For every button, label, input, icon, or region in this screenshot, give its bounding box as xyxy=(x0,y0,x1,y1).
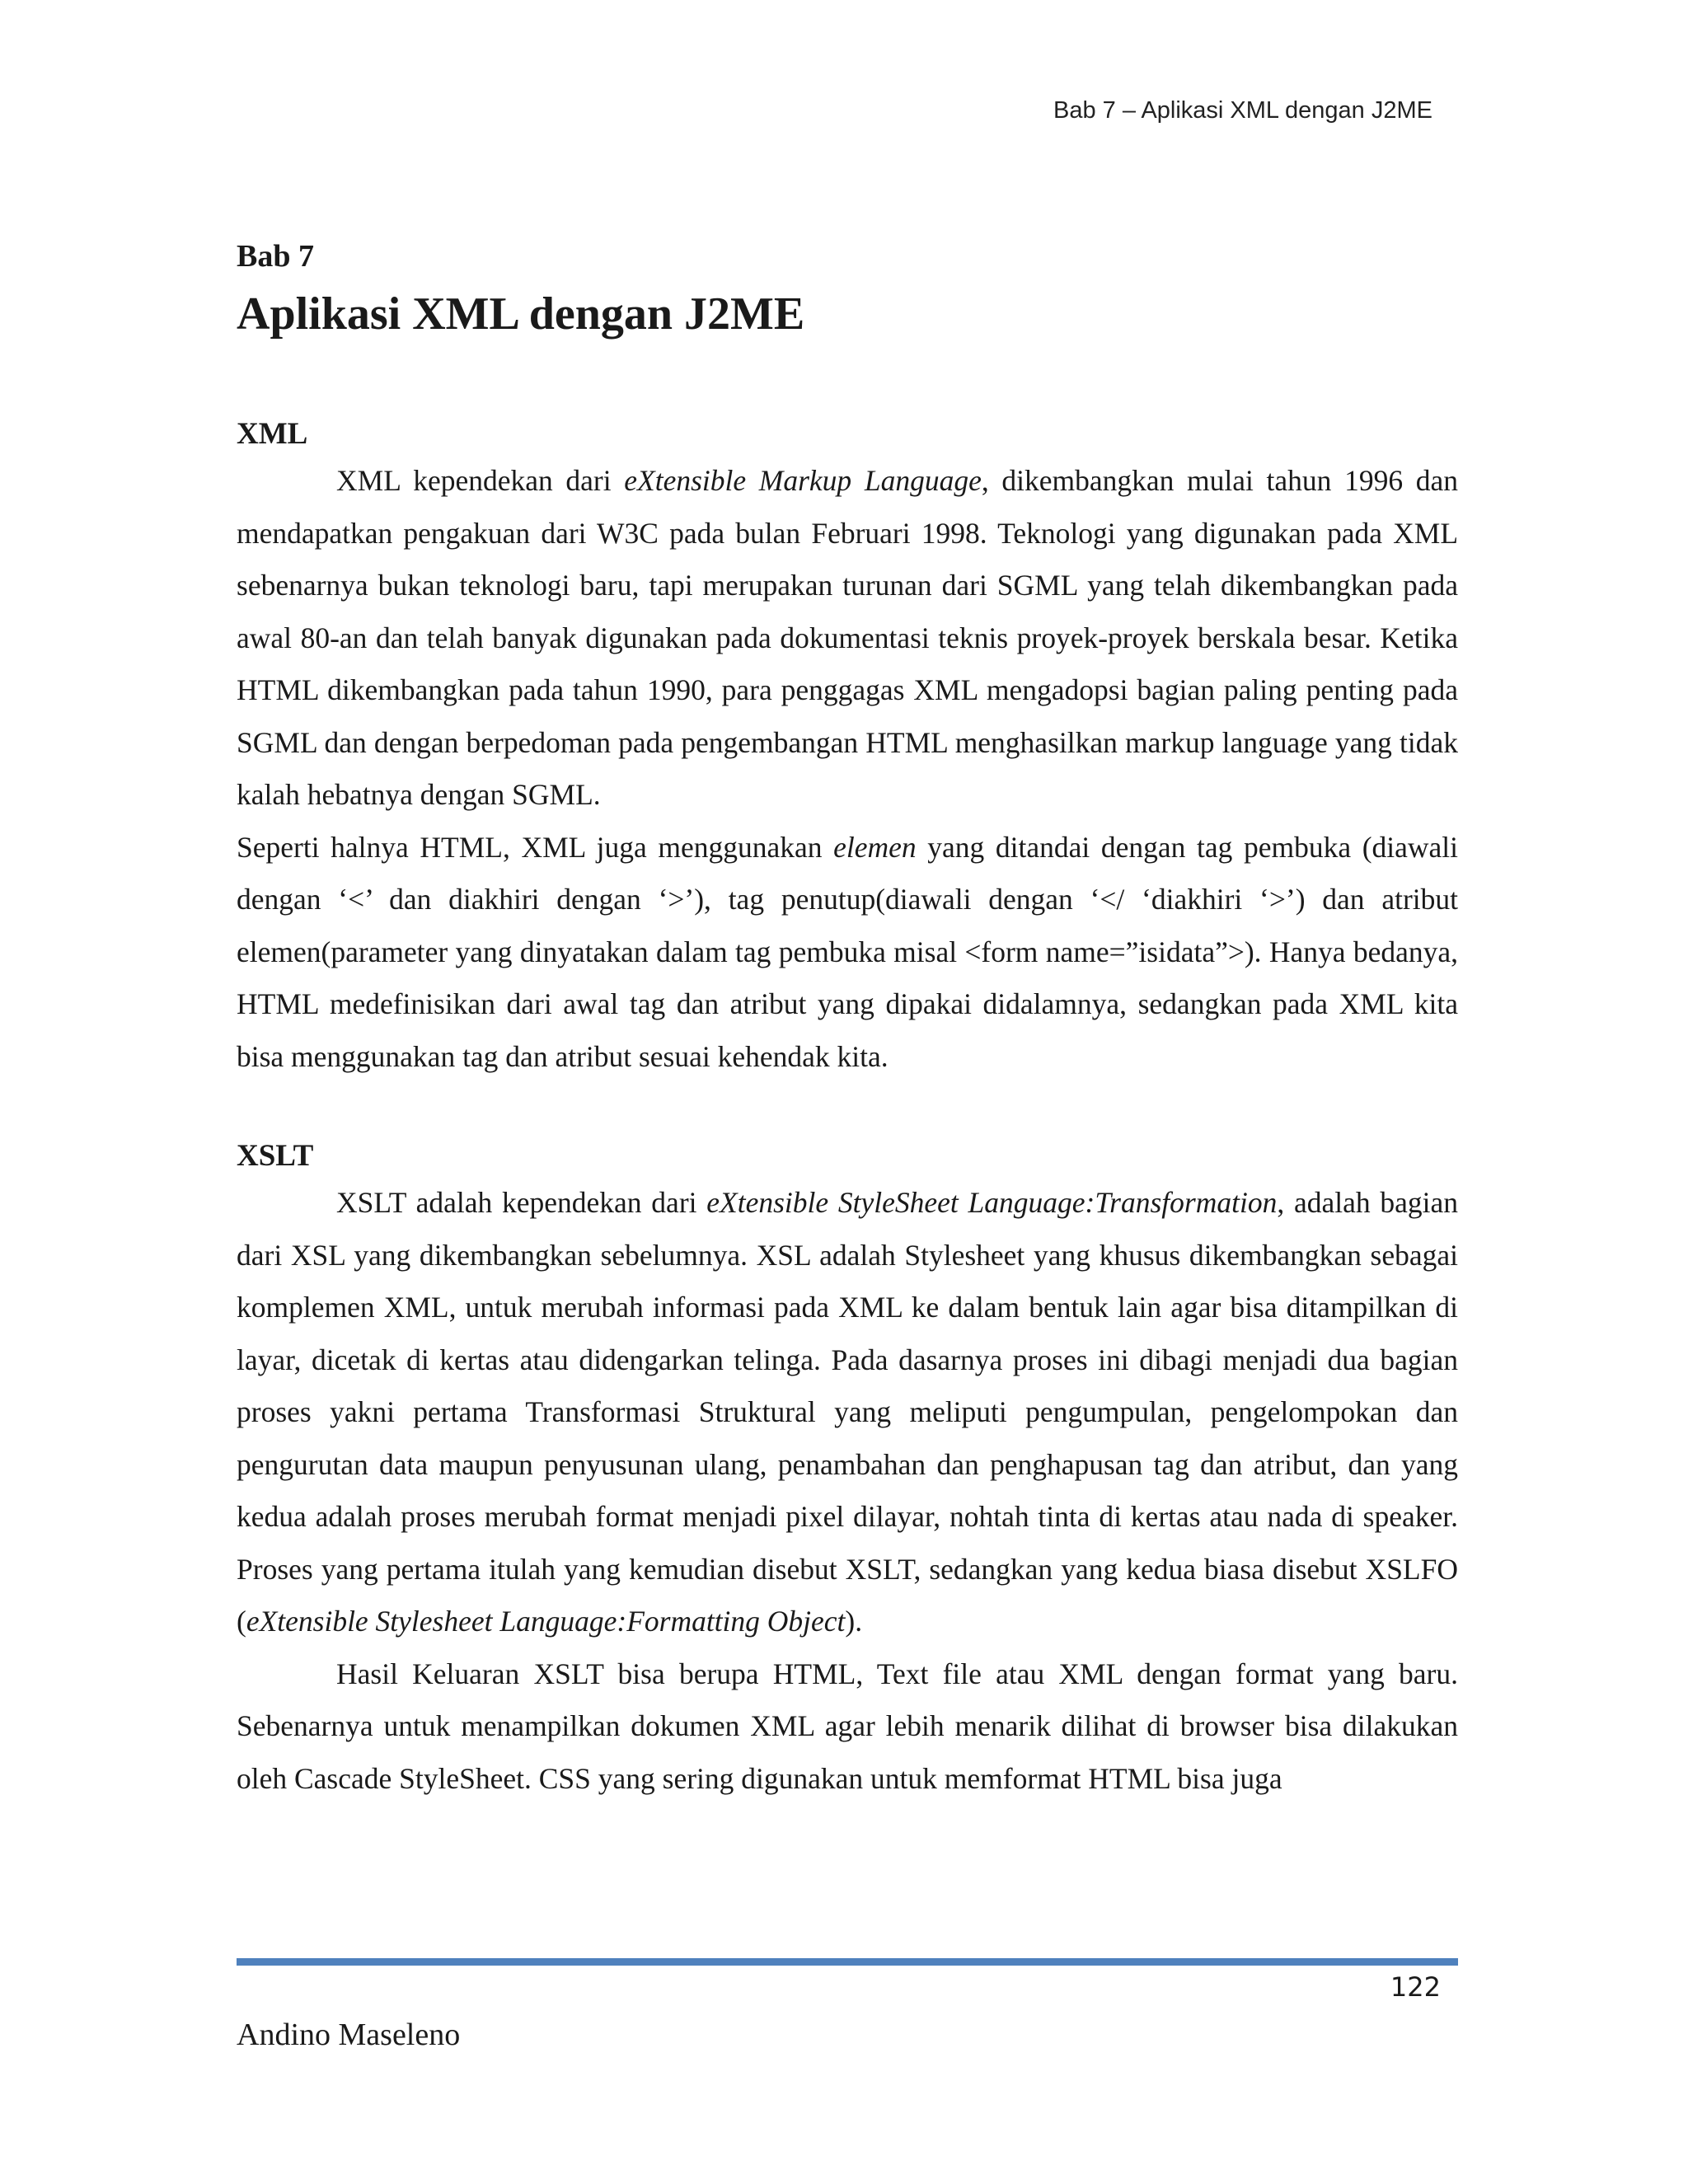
running-header: Bab 7 – Aplikasi XML dengan J2ME xyxy=(1053,97,1432,124)
chapter-number: Bab 7 xyxy=(237,239,314,274)
footer-rule xyxy=(237,1958,1458,1966)
italic-term: eXtensible StyleSheet Language:Transformation xyxy=(706,1186,1278,1219)
xml-paragraph-2 xyxy=(237,822,1458,1084)
text-run: XML kependekan dari xyxy=(336,464,625,497)
xslt-paragraph-1 xyxy=(237,1177,1458,1648)
xslt-paragraph-2: Hasil Keluaran XSLT bisa berupa HTML, Text file atau XML dengan format yang baru. Sebenarnya untuk menampilkan dokumen XML agar lebih menarik dilihat di browser bisa dilakukan oleh Cascade StyleSheet. CSS yang sering digunakan untuk memformat HTML bisa juga xyxy=(237,1657,1458,1795)
text-run: , adalah bagian dari XSL yang dikembangkan sebelumnya. XSL adalah Stylesheet yang khusus dikembangkan sebagai komplemen XML, untuk merubah informasi pada XML ke dalam bentuk lain agar bisa ditampilkan di layar, dicetak di kertas atau didengarkan telinga. Pada dasarnya proses ini dibagi menjadi dua bagian proses yakni pertama Transformasi Struktural yang meliputi pengumpulan, pengelompokan dan pengurutan data maupun penyusunan ulang, penambahan dan penghapusan tag dan atribut, dan yang kedua adalah proses merubah format menjadi pixel dilayar, nohtah tinta di kertas atau nada di speaker. Proses yang pertama itulah yang kemudian disebut XSLT, sedangkan yang kedua biasa disebut XSLFO ( xyxy=(237,1186,1458,1638)
italic-term: eXtensible Stylesheet Language:Formatting Object xyxy=(246,1605,846,1638)
xml-paragraph-1 xyxy=(237,455,1458,822)
italic-term: elemen xyxy=(833,830,917,864)
italic-term: eXtensible Markup Language xyxy=(624,464,982,497)
text-run: XSLT adalah kependekan dari xyxy=(336,1186,707,1219)
text-run: , dikembangkan mulai tahun 1996 dan mendapatkan pengakuan dari W3C pada bulan Februari 1998. Teknologi yang digunakan pada XML sebenarnya bukan teknologi baru, tapi merupakan turunan dari SGML yang telah dikembangkan pada awal 80-an dan telah banyak digunakan pada dokumentasi teknis proyek-proyek berskala besar. Ketika HTML dikembangkan pada tahun 1990, para penggagas XML mengadopsi bagian paling penting pada SGML dan dengan berpedoman pada pengembangan HTML menghasilkan markup language yang tidak kalah hebatnya dengan SGML. xyxy=(237,464,1458,811)
section-heading-xml: XML xyxy=(237,417,308,451)
page-number: 122 xyxy=(1390,1971,1441,2003)
section-heading-xslt: XSLT xyxy=(237,1139,314,1173)
section-xml xyxy=(237,414,1458,1083)
author-name: Andino Maseleno xyxy=(237,2018,461,2052)
chapter-title: Aplikasi XML dengan J2ME xyxy=(237,288,805,340)
section-xslt xyxy=(237,1136,1458,1805)
text-run: yang ditandai dengan tag pembuka (diawali dengan ‘<’ dan diakhiri dengan ‘>’), tag penutup(diawali dengan ‘</ ‘diakhiri ‘>’) dan atribut elemen(parameter yang dinyatakan dalam tag pembuka misal <form name=”isidata”>). Hanya bedanya, HTML medefinisikan dari awal tag dan atribut yang dipakai didalamnya, sedangkan pada XML kita bisa menggunakan tag dan atribut sesuai kehendak kita. xyxy=(237,830,1458,1073)
text-run: Seperti halnya HTML, XML juga menggunakan xyxy=(237,830,834,864)
text-run: ). xyxy=(845,1605,863,1638)
page-content xyxy=(237,236,1458,1805)
